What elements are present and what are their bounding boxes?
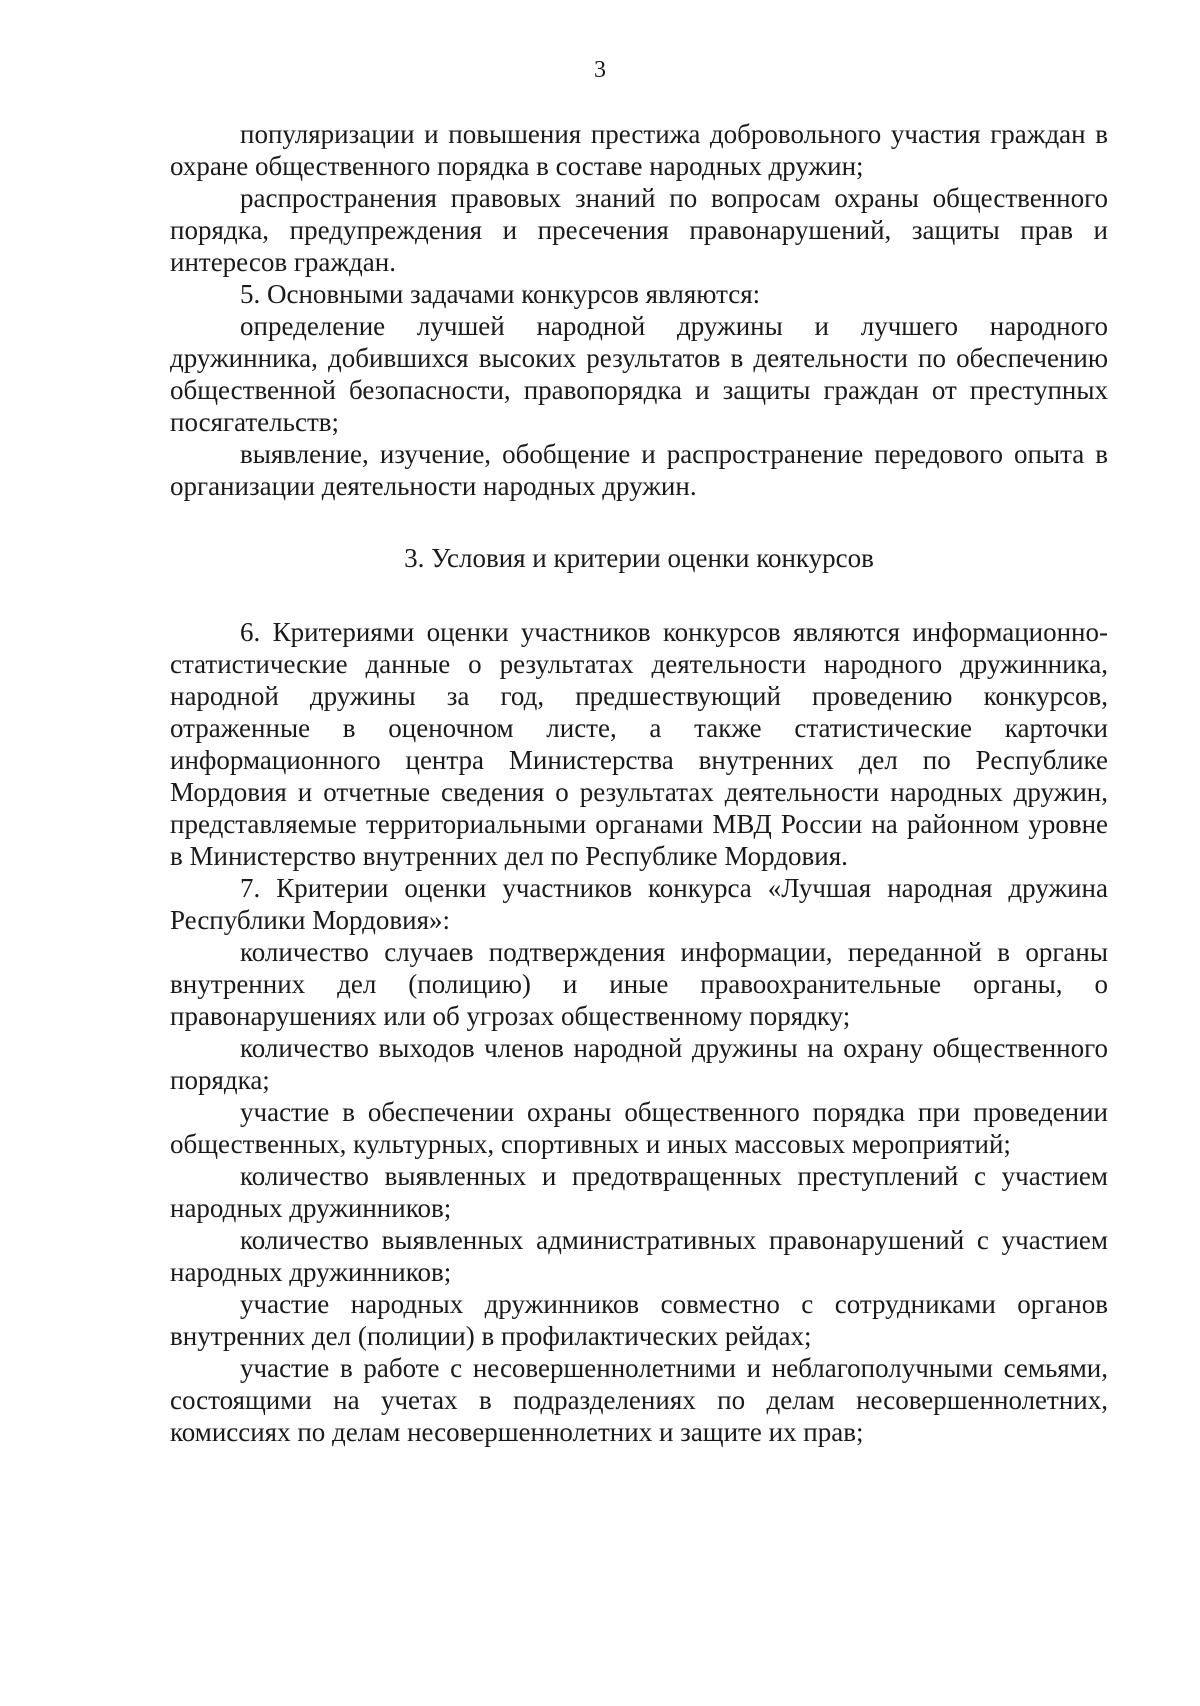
paragraph: выявление, изучение, обобщение и распространение передового опыта в организации деятельности народных дружин. [170, 439, 1108, 501]
document-body [170, 118, 1108, 1448]
paragraph: определение лучшей народной дружины и лучшего народного дружинника, добившихся высоких результатов в деятельности по обеспечению общественной безопасности, правопорядка и защиты граждан от преступных посягательств; [170, 311, 1108, 437]
section-heading: 3. Условия и критерии оценки конкурсов [404, 543, 874, 573]
paragraph: участие в работе с несовершеннолетними и неблагополучными семьями, состоящими на учетах в подразделениях по делам несовершеннолетних, комиссиях по делам несовершеннолетних и защите их прав; [170, 1353, 1108, 1447]
paragraph: участие народных дружинников совместно с сотрудниками органов внутренних дел (полиции) в профилактических рейдах; [170, 1289, 1108, 1351]
page-number: 3 [594, 57, 606, 83]
paragraph: 7. Критерии оценки участников конкурса «Лучшая народная дружина Республики Мордовия»: [170, 873, 1108, 935]
paragraph: количество выявленных и предотвращенных преступлений с участием народных дружинников; [170, 1161, 1108, 1223]
paragraph: 6. Критериями оценки участников конкурсов являются информационно-статистические данные о результатах деятельности народного дружинника, народной дружины за год, предшествующий проведению конкурсов, отраженные в оценочном листе, а также статистические карточки информационного центра Министерства внутренних дел по Республике Мордовия и отчетные сведения о результатах деятельности народных дружин, представляемые территориальными органами МВД России на районном уровне в Министерство внутренних дел по Республике Мордовия. [170, 617, 1108, 871]
paragraph: распространения правовых знаний по вопросам охраны общественного порядка, предупреждения и пресечения правонарушений, защиты прав и интересов граждан. [170, 183, 1108, 277]
paragraph: популяризации и повышения престижа добровольного участия граждан в охране общественного порядка в составе народных дружин; [170, 119, 1108, 181]
paragraph: количество выходов членов народной дружины на охрану общественного порядка; [170, 1033, 1108, 1095]
paragraph: количество выявленных административных правонарушений с участием народных дружинников; [170, 1225, 1108, 1287]
paragraph: количество случаев подтверждения информации, переданной в органы внутренних дел (полицию) и иные правоохранительные органы, о правонарушениях или об угрозах общественному порядку; [170, 937, 1108, 1031]
paragraph: 5. Основными задачами конкурсов являются: [240, 279, 761, 309]
paragraph: участие в обеспечении охраны общественного порядка при проведении общественных, культурных, спортивных и иных массовых мероприятий; [170, 1097, 1108, 1159]
